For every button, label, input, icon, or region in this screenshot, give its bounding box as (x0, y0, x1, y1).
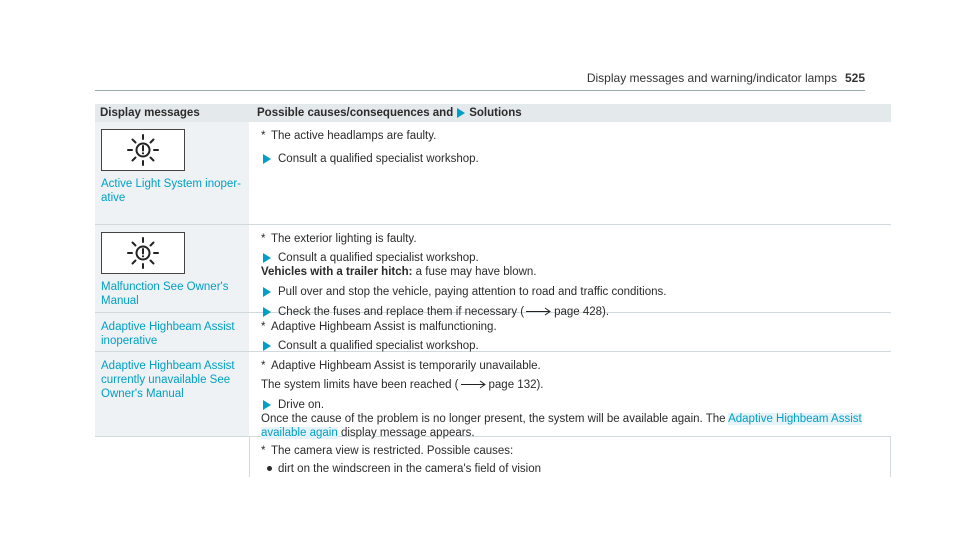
message-cell (95, 352, 250, 436)
step-text: Pull over and stop the vehicle, paying attention to road and traffic conditions. (278, 286, 667, 298)
cause-cell: * Adaptive Highbeam Assist is malfunctioning. Consult a qualified specialist workshop. (261, 321, 497, 352)
cause-text: The active headlamps are faulty. (271, 130, 437, 142)
message-cell (95, 225, 250, 312)
header-rule (95, 90, 865, 91)
step-text: Consult a qualified specialist workshop. (278, 252, 479, 264)
arrow-icon (263, 154, 271, 164)
arrow-icon (263, 400, 271, 410)
message-text: Adaptive Highbeam Assist inoperative (101, 321, 235, 347)
message-cell (95, 437, 250, 477)
table-row (95, 352, 891, 437)
trailer-text: a fuse may have blown. (415, 266, 537, 278)
arrow-icon (263, 287, 271, 297)
table-header (95, 104, 891, 122)
display-message-reference: Adaptive Highbeam Assist available again (261, 413, 862, 439)
table-row (95, 225, 891, 318)
page-reference-arrow-icon (461, 380, 487, 389)
table-row (95, 122, 891, 225)
cause-text: Adaptive Highbeam Assist is malfunctioning. (271, 321, 497, 333)
trailer-label: Vehicles with a trailer hitch: (261, 266, 413, 278)
cause-cell: * The active headlamps are faulty. Consult a qualified specialist workshop. (261, 130, 479, 165)
arrow-icon (263, 341, 271, 351)
messages-table (95, 104, 891, 477)
cause-cell: * The exterior lighting is faulty. Consult a qualified specialist workshop. Vehicles with a trailer hitch: a fuse may have blown. Pull over and stop the vehicle, paying attention to road and traffic conditions. Check the fuses and replace them if necessary ( page 428). (261, 233, 667, 318)
step-text: Consult a qualified specialist workshop. (278, 153, 479, 165)
cause-text: Adaptive Highbeam Assist is temporarily unavailable. (271, 360, 541, 372)
message-text: Active Light System inoper- ative (101, 178, 241, 204)
page-header (587, 71, 865, 85)
message-text: Malfunction See Owner's Manual (101, 281, 229, 307)
cause-cell: * Adaptive Highbeam Assist is temporarily unavailable. The system limits have been reached ( page 132). Drive on. Once the cause of the problem is no longer present, the system will be available again. The Adaptive Highbeam Assist available again display message appears. (261, 360, 862, 439)
list-item: dirt on the windscreen in the camera's field of vision (261, 462, 882, 476)
exterior-light-warning-icon (101, 129, 185, 171)
cause-text: The camera view is restricted. Possible causes: (271, 445, 514, 457)
header-title: Display messages and warning/indicator lamps (586, 71, 837, 85)
page-number: 525 (844, 71, 865, 85)
cause-cell: * The camera view is restricted. Possible causes: dirt on the windscreen in the camera's field of vision (250, 437, 891, 477)
table-row (95, 313, 891, 352)
step-text: Drive on. (278, 399, 325, 411)
arrow-icon (263, 253, 271, 263)
message-cell (95, 313, 250, 351)
page-reference[interactable]: page 132). (488, 379, 544, 391)
col-header-messages: Display messages (100, 107, 200, 119)
col-header-causes: Possible causes/consequences and Solutions (257, 107, 522, 119)
message-text: Adaptive Highbeam Assist currently unavailable See Owner's Manual (101, 360, 235, 400)
step-text: Consult a qualified specialist workshop. (278, 340, 479, 352)
exterior-light-warning-icon (101, 232, 185, 274)
arrow-icon (457, 108, 465, 118)
cause-text: The exterior lighting is faulty. (271, 233, 417, 245)
table-row (95, 437, 891, 477)
page-reference[interactable]: page 428). (554, 306, 610, 318)
message-cell (95, 122, 250, 224)
